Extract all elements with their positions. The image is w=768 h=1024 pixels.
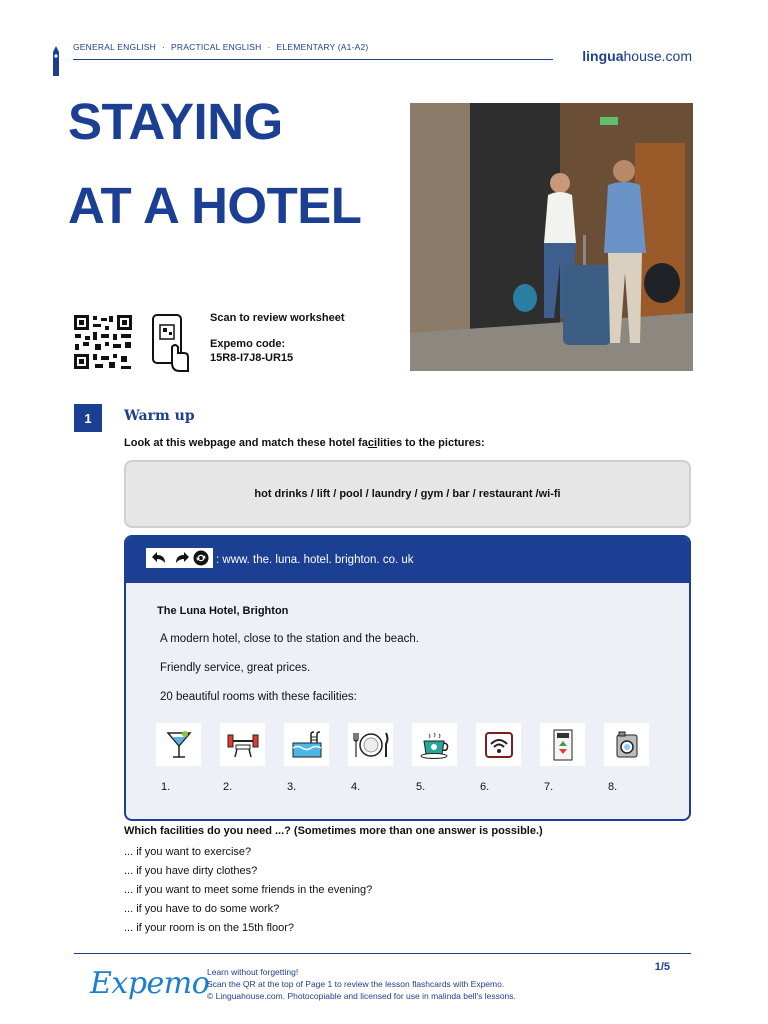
breadcrumb-item[interactable]: ELEMENTARY (A1-A2) (276, 42, 369, 52)
scan-info (210, 312, 345, 365)
page-header (50, 40, 692, 70)
breadcrumb-item[interactable]: GENERAL ENGLISH (73, 42, 156, 52)
question-item: ... if you have to do some work? (124, 903, 280, 915)
header-divider (73, 59, 553, 60)
page-title-line-2: AT A HOTEL (68, 177, 362, 234)
nav-controls (146, 548, 213, 568)
question-item: ... if your room is on the 15th floor? (124, 922, 294, 934)
section-title: Warm up (124, 408, 195, 424)
instruction: Look at this webpage and match these hotel facilities to the pictures: (124, 437, 485, 449)
footer-copyright: © Linguahouse.com. Photocopiable and licensed for use in malinda bell's lessons. (207, 991, 516, 1001)
hotel-rooms: 20 beautiful rooms with these facilities: (160, 691, 357, 703)
hotel-description: A modern hotel, close to the station and the beach. (160, 633, 419, 645)
refresh-icon[interactable] (193, 550, 209, 566)
facility-number: 2. (223, 781, 233, 793)
page-number: 1/5 (654, 961, 670, 973)
qr-code-icon[interactable] (73, 314, 133, 370)
big-ben-icon (50, 46, 62, 76)
facility-number: 6. (480, 781, 490, 793)
facility-icons (156, 723, 656, 793)
plate-cutlery-icon (348, 723, 393, 766)
footer-divider (74, 953, 691, 954)
forward-arrow-icon[interactable] (172, 551, 190, 565)
hotel-service: Friendly service, great prices. (160, 662, 311, 674)
scan-label: Scan to review worksheet (210, 312, 345, 324)
browser-toolbar (126, 537, 689, 583)
word-box: hot drinks / lift / pool / laundry / gym / bar / restaurant /wi-fi (124, 460, 691, 528)
browser-mockup (124, 535, 691, 821)
address-bar[interactable]: : www. the. luna. hotel. brighton. co. uk (216, 554, 414, 566)
hot-drink-icon (412, 723, 457, 766)
facility-number: 3. (287, 781, 297, 793)
footer-tagline: Learn without forgetting! (207, 967, 299, 977)
breadcrumb: GENERAL ENGLISH · PRACTICAL ENGLISH · ELEMENTARY (A1-A2) (73, 42, 369, 52)
hotel-name: The Luna Hotel, Brighton (157, 605, 289, 617)
facility-number: 4. (351, 781, 361, 793)
cocktail-icon (156, 723, 201, 766)
expemo-code: 15R8-I7J8-UR15 (210, 351, 294, 364)
page-title-line-1: STAYING (68, 93, 283, 150)
expemo-code-label: Expemo code: (210, 337, 286, 350)
question-item: ... if you have dirty clothes? (124, 865, 258, 877)
lift-icon (540, 723, 585, 766)
facility-number: 1. (161, 781, 171, 793)
wifi-icon (476, 723, 521, 766)
question-item: ... if you want to exercise? (124, 846, 252, 858)
dumbbell-icon (220, 723, 265, 766)
facility-number: 5. (416, 781, 426, 793)
phone-scan-icon (150, 313, 192, 373)
footer-instruction: Scan the QR at the top of Page 1 to review the lesson flashcards with Expemo. (207, 979, 505, 989)
questions-heading: Which facilities do you need ...? (Sometimes more than one answer is possible.) (124, 825, 543, 837)
footer-text (207, 966, 516, 1002)
expemo-logo[interactable]: Expemo (90, 966, 210, 1001)
hotel-couple-photo (410, 103, 693, 371)
breadcrumb-item[interactable]: PRACTICAL ENGLISH (171, 42, 262, 52)
facility-number: 8. (608, 781, 618, 793)
washing-machine-icon (604, 723, 649, 766)
section-number: 1 (74, 404, 102, 432)
questions-list (124, 843, 372, 938)
brand-logo[interactable]: linguahouse.com (582, 48, 692, 64)
facility-number: 7. (544, 781, 554, 793)
pool-icon (284, 723, 329, 766)
back-arrow-icon[interactable] (151, 551, 169, 565)
question-item: ... if you want to meet some friends in the evening? (124, 884, 373, 896)
